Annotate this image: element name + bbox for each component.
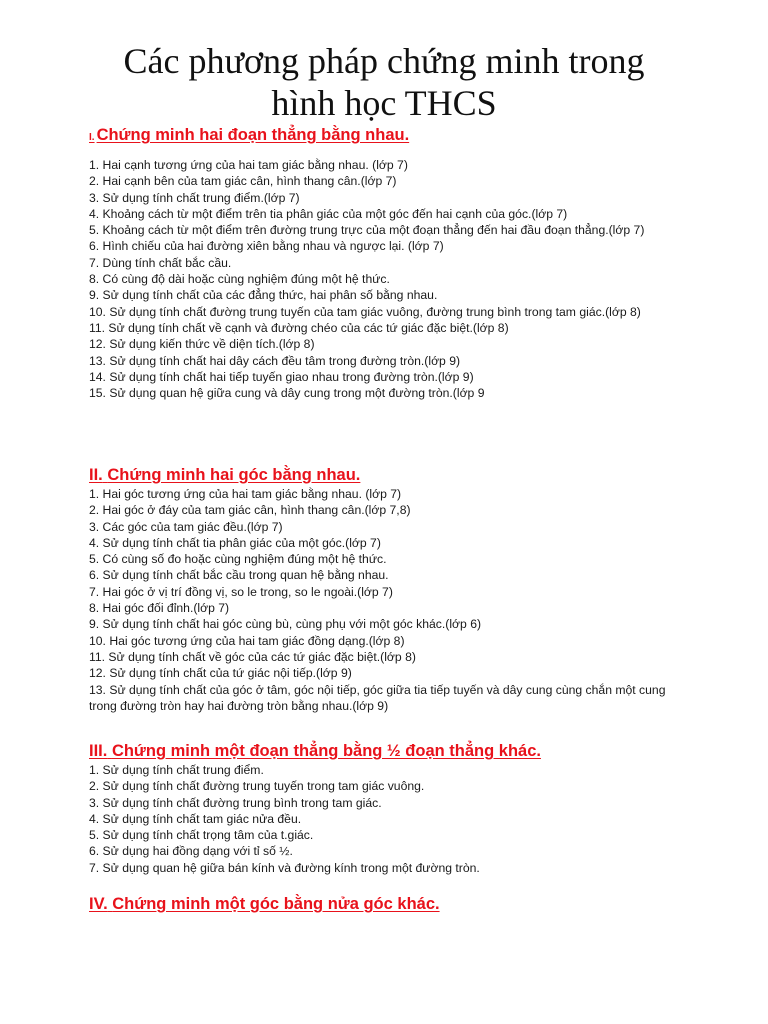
title-line-2: hình học THCS	[271, 83, 497, 123]
list-item: 4. Sử dụng tính chất tam giác nửa đều.	[89, 811, 302, 826]
list-item: 4. Khoảng cách từ một điểm trên tia phân giác của một góc đến hai cạnh của góc.(lớp 7)	[89, 206, 568, 221]
section-3	[89, 740, 689, 876]
title-line-1: Các phương pháp chứng minh trong	[123, 41, 645, 81]
section-4	[89, 893, 689, 915]
list-item: 6. Sử dụng hai đồng dạng với tỉ số ½.	[89, 844, 293, 859]
document-title	[0, 40, 768, 124]
list-item: 7. Sử dụng quan hệ giữa bán kính và đường kính trong một đường tròn.	[89, 860, 480, 875]
list-item: 3. Sử dụng tính chất đường trung bình trong tam giác.	[89, 795, 382, 810]
list-item: 7. Dùng tính chất bắc cầu.	[89, 255, 232, 270]
section-4-heading	[89, 893, 689, 915]
list-item: 1. Hai góc tương ứng của hai tam giác bằng nhau. (lớp 7)	[89, 487, 402, 501]
list-item: 8. Có cùng độ dài hoặc cùng nghiệm đúng một hệ thức.	[89, 272, 390, 287]
list-item: 9. Sử dụng tính chất của các đẳng thức, hai phân số bằng nhau.	[89, 288, 438, 303]
section-4-numeral: IV.	[89, 895, 108, 913]
section-1-list	[89, 157, 689, 401]
list-item: 3. Sử dụng tính chất trung điểm.(lớp 7)	[89, 190, 300, 205]
list-item: 2. Hai góc ở đáy của tam giác cân, hình thang cân.(lớp 7,8)	[89, 503, 411, 518]
section-3-heading	[89, 740, 689, 762]
section-2-list	[89, 486, 689, 714]
section-2-numeral: II.	[89, 466, 103, 484]
section-3-list	[89, 762, 689, 876]
list-item: 1. Sử dụng tính chất trung điểm.	[89, 763, 264, 777]
section-1-numeral: I.	[89, 132, 95, 143]
section-1	[89, 124, 689, 401]
section-4-heading-text: Chứng minh một góc bằng nửa góc khác.	[112, 895, 440, 913]
list-item: 15. Sử dụng quan hệ giữa cung và dây cung trong một đường tròn.(lớp 9	[89, 386, 485, 401]
list-item: 11. Sử dụng tính chất về góc của các tứ giác đặc biệt.(lớp 8)	[89, 649, 416, 664]
list-item: 9. Sử dụng tính chất hai góc cùng bù, cùng phụ với một góc khác.(lớp 6)	[89, 617, 482, 632]
list-item: 13. Sử dụng tính chất hai dây cách đều tâm trong đường tròn.(lớp 9)	[89, 353, 461, 368]
section-3-heading-text: Chứng minh một đoạn thẳng bằng ½ đoạn thẳng khác.	[111, 742, 541, 760]
list-item: 10. Hai góc tương ứng của hai tam giác đồng dạng.(lớp 8)	[89, 633, 405, 648]
list-item: 8. Hai góc đối đỉnh.(lớp 7)	[89, 601, 230, 616]
list-item: 5. Sử dụng tính chất trọng tâm của t.giác.	[89, 828, 314, 843]
list-item: 4. Sử dụng tính chất tia phân giác của một góc.(lớp 7)	[89, 535, 381, 550]
section-2	[89, 464, 689, 714]
list-item: 7. Hai góc ở vị trí đồng vị, so le trong, so le ngoài.(lớp 7)	[89, 584, 393, 599]
list-item: 11. Sử dụng tính chất về cạnh và đường chéo của các tứ giác đặc biệt.(lớp 8)	[89, 320, 509, 335]
list-item: 12. Sử dụng tính chất của tứ giác nội tiếp.(lớp 9)	[89, 666, 352, 681]
list-item: 2. Hai cạnh bên của tam giác cân, hình thang cân.(lớp 7)	[89, 174, 397, 189]
list-item: 10. Sử dụng tính chất đường trung tuyến của tam giác vuông, đường trung bình trong tam giác.(lớp 8)	[89, 304, 641, 319]
section-1-heading-text: Chứng minh hai đoạn thẳng bằng nhau.	[96, 126, 410, 144]
list-item: 1. Hai cạnh tương ứng của hai tam giác bằng nhau. (lớp 7)	[89, 158, 408, 172]
list-item: 5. Có cùng số đo hoặc cùng nghiệm đúng một hệ thức.	[89, 552, 387, 567]
list-item: 3. Các góc của tam giác đều.(lớp 7)	[89, 519, 283, 534]
list-item: 13. Sử dụng tính chất của góc ở tâm, góc nội tiếp, góc giữa tia tiếp tuyến và dây cung cùng chắn một cung trong đường tròn hay hai đường tròn bằng nhau.(lớp 9)	[89, 682, 666, 713]
section-3-numeral: III.	[89, 742, 108, 760]
list-item: 2. Sử dụng tính chất đường trung tuyến trong tam giác vuông.	[89, 779, 425, 794]
list-item: 14. Sử dụng tính chất hai tiếp tuyến giao nhau trong đường tròn.(lớp 9)	[89, 369, 474, 384]
section-1-heading	[89, 124, 689, 149]
list-item: 6. Hình chiếu của hai đường xiên bằng nhau và ngược lại. (lớp 7)	[89, 239, 444, 254]
section-2-heading	[89, 464, 689, 486]
list-item: 5. Khoảng cách từ một điểm trên đường trung trực của một đoạn thẳng đến hai đầu đoạn thẳng.(lớp 7)	[89, 223, 645, 238]
list-item: 12. Sử dụng kiến thức về diện tích.(lớp 8)	[89, 337, 315, 352]
section-2-heading-text: Chứng minh hai góc bằng nhau.	[107, 466, 361, 484]
list-item: 6. Sử dụng tính chất bắc cầu trong quan hệ bằng nhau.	[89, 568, 389, 583]
